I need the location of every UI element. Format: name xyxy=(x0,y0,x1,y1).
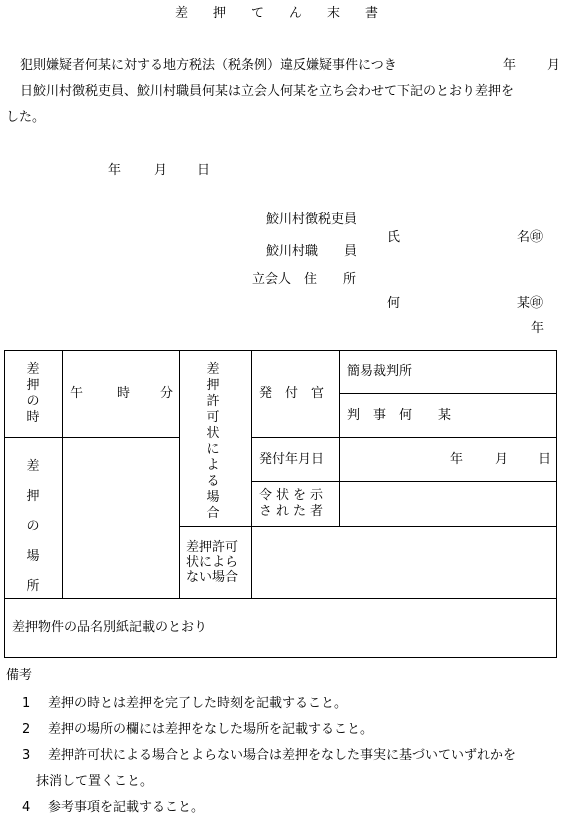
remark-3-num: 3 xyxy=(22,748,31,763)
name-seal-label: 名㊞ xyxy=(517,230,544,245)
remark-3-continued: 抹消して置くこと。 xyxy=(36,774,154,789)
intro-month: 月 xyxy=(547,58,561,73)
issue-date-label: 発付年月日 xyxy=(259,452,325,467)
date-year: 年 xyxy=(108,163,122,178)
table-hline-6 xyxy=(4,598,556,599)
time-minute-label: 分 xyxy=(160,386,174,401)
staff-label: 鮫川村職 員 xyxy=(266,244,358,259)
presenter-label-line2: された者 xyxy=(259,504,328,519)
issue-month: 月 xyxy=(495,452,509,467)
remark-2-num: 2 xyxy=(22,722,31,737)
shi-label: 氏 xyxy=(387,230,401,245)
no-warrant-line3: ない場合 xyxy=(186,570,239,585)
table-hline-1 xyxy=(339,393,556,394)
issue-year: 年 xyxy=(450,452,464,467)
remark-4-text: 参考事項を記載すること。 xyxy=(48,800,205,815)
age-label: 年 xyxy=(531,321,545,336)
intro-year: 年 xyxy=(503,58,517,73)
remarks-heading: 備考 xyxy=(6,668,33,683)
table-vline-1 xyxy=(62,350,63,598)
tax-officer-label: 鮫川村徴税吏員 xyxy=(266,212,358,227)
witness-address-label: 立会人 住 所 xyxy=(252,272,357,287)
court-label: 簡易裁判所 xyxy=(347,364,413,379)
seize-place-text: 差押の場所 xyxy=(26,459,40,594)
date-day: 日 xyxy=(197,163,211,178)
seize-place-label xyxy=(26,452,42,602)
date-month: 月 xyxy=(154,163,168,178)
warrant-case-text: 差押許可状による場合 xyxy=(206,362,220,521)
remark-4-num: 4 xyxy=(22,800,31,815)
remark-1-num: 1 xyxy=(22,696,31,711)
intro-line-3: した。 xyxy=(6,110,46,125)
table-hline-4 xyxy=(251,481,556,482)
intro-line-2: 日鮫川村徴税吏員、鮫川村職員何某は立会人何某を立ち会わせて下記のとおり差押を xyxy=(20,84,515,99)
table-hline-3 xyxy=(251,437,556,438)
items-note: 差押物件の品名別紙記載のとおり xyxy=(12,620,208,635)
seize-time-label xyxy=(26,362,42,426)
table-vline-3 xyxy=(251,350,252,598)
presenter-label-line1: 令状を示 xyxy=(259,488,328,503)
remark-3-text: 差押許可状による場合とよらない場合は差押をなした事実に基づいていずれかを xyxy=(48,748,517,763)
judge-label: 判 事 何 某 xyxy=(347,408,452,423)
issue-day: 日 xyxy=(538,452,552,467)
table-hline-5 xyxy=(179,526,556,527)
no-warrant-line1: 差押許可 xyxy=(186,540,239,555)
document-title: 差 押 て ん 末 書 xyxy=(175,6,385,21)
bou-seal-label: 某㊞ xyxy=(517,296,544,311)
seize-time-text: 差押の時 xyxy=(26,362,40,425)
warrant-case-label xyxy=(206,362,222,522)
issuer-label: 発 付 官 xyxy=(259,386,325,401)
table-vline-2 xyxy=(179,350,180,598)
no-warrant-line2: 状によら xyxy=(186,555,239,570)
table-hline-2 xyxy=(4,437,179,438)
intro-line-1: 犯則嫌疑者何某に対する地方税法（税条例）違反嫌疑事件につき xyxy=(20,58,397,73)
table-vline-4 xyxy=(339,350,340,526)
nani-label: 何 xyxy=(387,296,401,311)
remark-2-text: 差押の場所の欄には差押をなした場所を記載すること。 xyxy=(48,722,374,737)
time-hour-label: 時 xyxy=(117,386,131,401)
remark-1-text: 差押の時とは差押を完了した時刻を記載すること。 xyxy=(48,696,348,711)
time-am-label: 午 xyxy=(70,386,84,401)
